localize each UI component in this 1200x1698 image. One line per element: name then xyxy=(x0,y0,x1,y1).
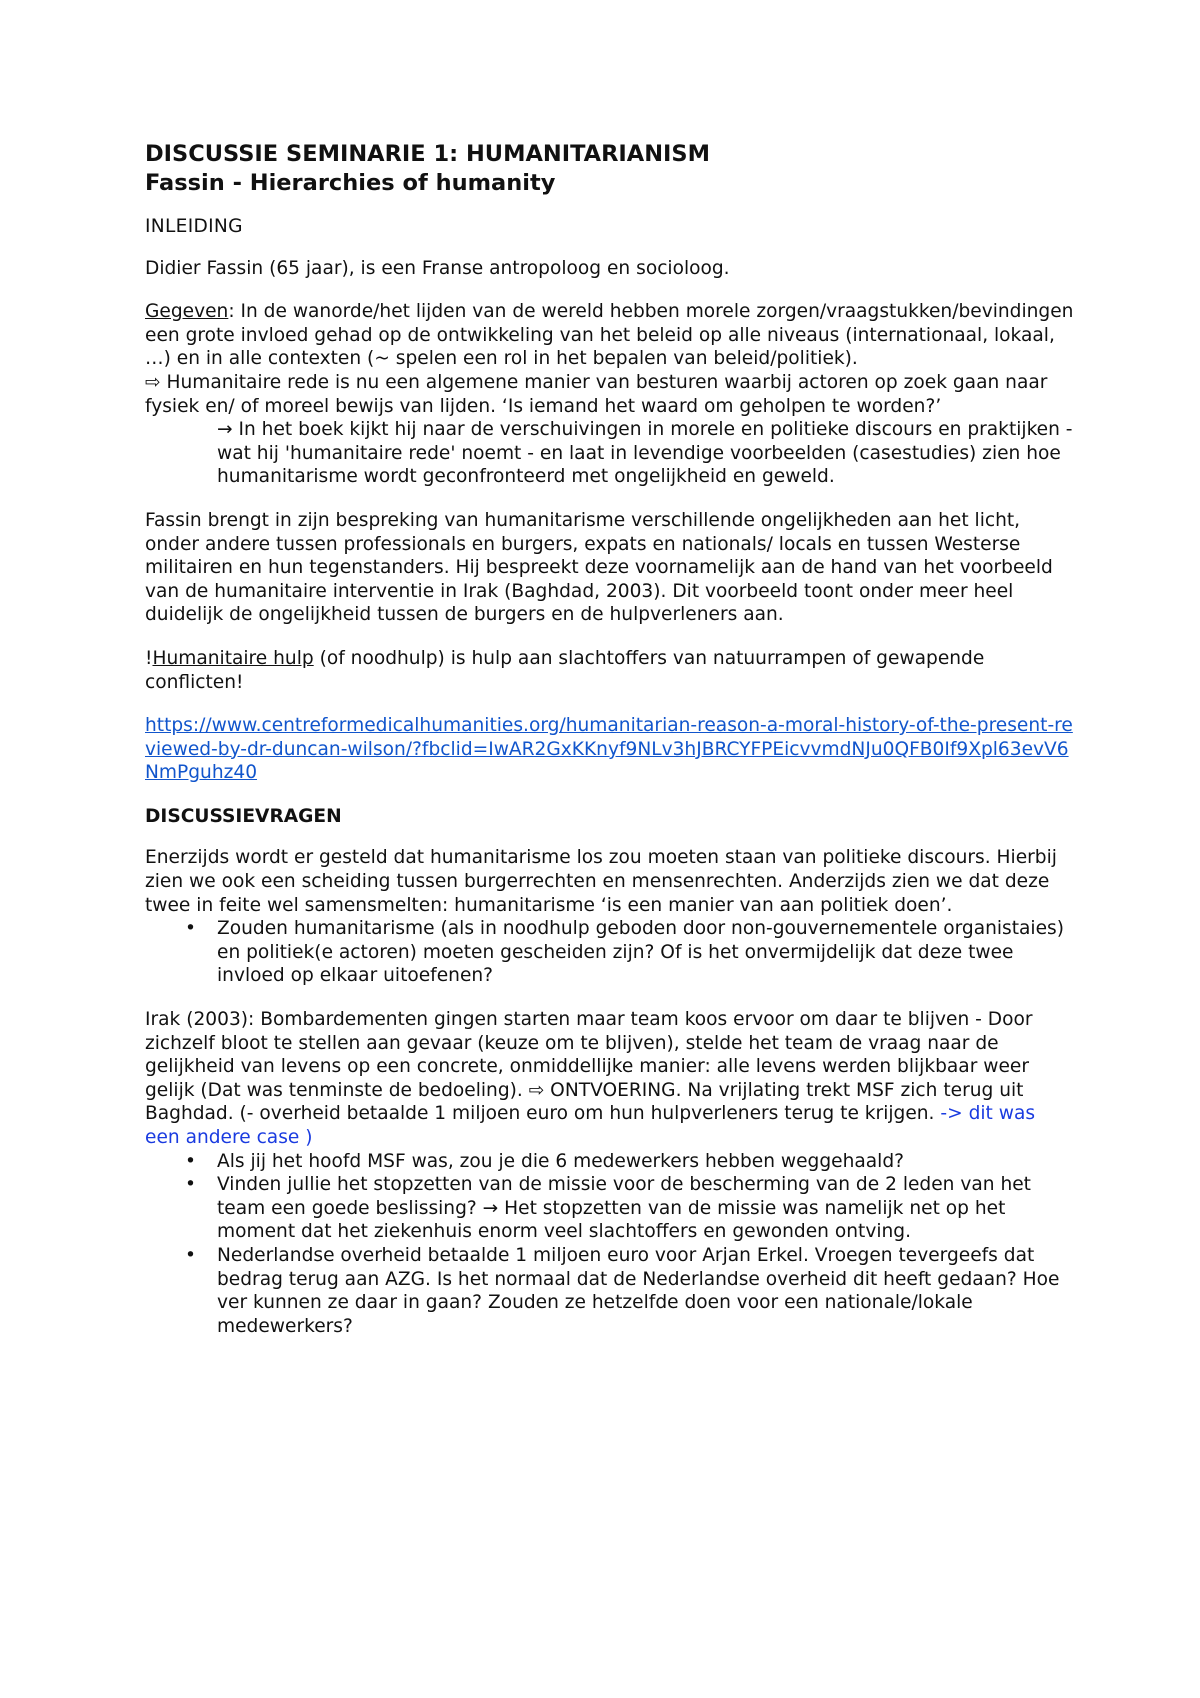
list-item: • Nederlandse overheid betaalde 1 miljoen euro voor Arjan Erkel. Vroegen tevergeefs dat bedrag terug aan AZG. Is het normaal dat de Nederlandse overheid dit heeft gedaan? Hoe ver kunnen ze daar in gaan? Zouden ze hetzelfde doen voor een nationale/lokale medewerkers? xyxy=(145,1244,1075,1338)
book-line: → In het boek kijkt hij naar de verschuivingen in morele en politieke discours en praktijken - wat hij 'humanitaire rede' noemt - en laat in levendige voorbeelden (casestudies) zien hoe humanitarisme wordt geconfronteerd met ongelijkheid en geweld. xyxy=(217,419,1073,488)
link-paragraph xyxy=(145,714,1075,785)
author-line: Didier Fassin (65 jaar), is een Franse antropoloog en socioloog. xyxy=(145,257,730,279)
case-note: -> dit was een andere case ) xyxy=(145,1103,1036,1148)
discussion-paragraph-1: Enerzijds wordt er gesteld dat humanitarisme los zou moeten staan van politieke discours. Hierbij zien we ook een scheiding tussen burgerrechten en mensenrechten. Anderzijds zien we dat deze twee in feite wel samensmelten: humanitarisme ‘is een manier van aan politiek doen’. xyxy=(145,847,1057,916)
discussion-paragraph-2 xyxy=(145,1008,1075,1150)
irak-text: Irak (2003): Bombardementen gingen starten maar team koos ervoor om daar te blijven - Door zichzelf bloot te stellen aan gevaar (keuze om te blijven), stelde het team de vraag naar de gelijkheid van levens op een concrete, onmiddellijke manier: alle levens werden blijkbaar weer gelijk (Dat was tenminste de bedoeling). ⇨ ONTVOERING. Na vrijlating trekt MSF zich terug uit Baghdad. (- overheid betaalde 1 miljoen euro om hun hulpverleners terug te krijgen. xyxy=(145,1009,1033,1125)
reason-line: ⇨ Humanitaire rede is nu een algemene manier van besturen waarbij actoren op zoek gaan naar fysiek en/ of moreel bewijs van lijden. ‘Is iemand het waard om geholpen te worden?’ xyxy=(145,371,1048,417)
document-subtitle: Fassin - Hierarchies of humanity xyxy=(145,170,556,196)
list-item: • Als jij het hoofd MSF was, zou je die 6 medewerkers hebben weggehaald? xyxy=(145,1150,1075,1174)
given-label: Gegeven xyxy=(145,301,229,323)
bullet-list-2 xyxy=(145,1150,1075,1339)
section-heading-intro: INLEIDING xyxy=(145,216,243,237)
document-title: DISCUSSIE SEMINARIE 1: HUMANITARIANISM xyxy=(145,141,711,167)
aid-prefix: ! xyxy=(145,647,153,669)
document-page xyxy=(145,140,1075,1358)
aid-text: (of noodhulp) is hulp aan slachtoffers van natuurrampen of gewapende conflicten! xyxy=(145,647,985,693)
given-paragraph xyxy=(145,300,1075,371)
list-item: • Vinden jullie het stopzetten van de missie voor de bescherming van de 2 leden van het team een goede beslissing? → Het stopzetten van de missie was namelijk net op het moment dat het ziekenhuis enorm veel slachtoffers en gewonden ontving. xyxy=(145,1173,1075,1244)
given-text: : In de wanorde/het lijden van de wereld hebben morele zorgen/vraagstukken/bevindingen een grote invloed gehad op de ontwikkeling van het beleid op alle niveaus (internationaal, lokaal, …) en in alle contexten (~ spelen een rol in het bepalen van beleid/politiek). xyxy=(145,301,1074,370)
list-item: • Zouden humanitarisme (als in noodhulp geboden door non-gouvernementele organistaies) en politiek(e actoren) moeten gescheiden zijn? Of is het onvermijdelijk dat deze twee invloed op elkaar uitoefenen? xyxy=(145,917,1075,988)
aid-term: Humanitaire hulp xyxy=(152,647,314,669)
section-heading-discussion: DISCUSSIEVRAGEN xyxy=(145,805,342,827)
review-link[interactable]: https://www.centreformedicalhumanities.org/humanitarian-reason-a-moral-history-of-the-present-reviewed-by-dr-duncan-wilson/?fbclid=IwAR2GxKKnyf9NLv3hJBRCYFPEicvvmdNJu0QFB0If9Xpl63evV6NmPguhz40 xyxy=(145,715,1073,784)
bullet-list-1 xyxy=(145,917,1075,988)
aid-paragraph xyxy=(145,647,1075,694)
fassin-paragraph: Fassin brengt in zijn bespreking van humanitarisme verschillende ongelijkheden aan het licht, onder andere tussen professionals en burgers, expats en nationals/ locals en tussen Westerse militairen en hun tegenstanders. Hij bespreekt deze voornamelijk aan de hand van het voorbeeld van de humanitaire interventie in Irak (Baghdad, 2003). Dit voorbeeld toont onder meer heel duidelijk de ongelijkheid tussen de burgers en de hulpverleners aan. xyxy=(145,509,1053,626)
